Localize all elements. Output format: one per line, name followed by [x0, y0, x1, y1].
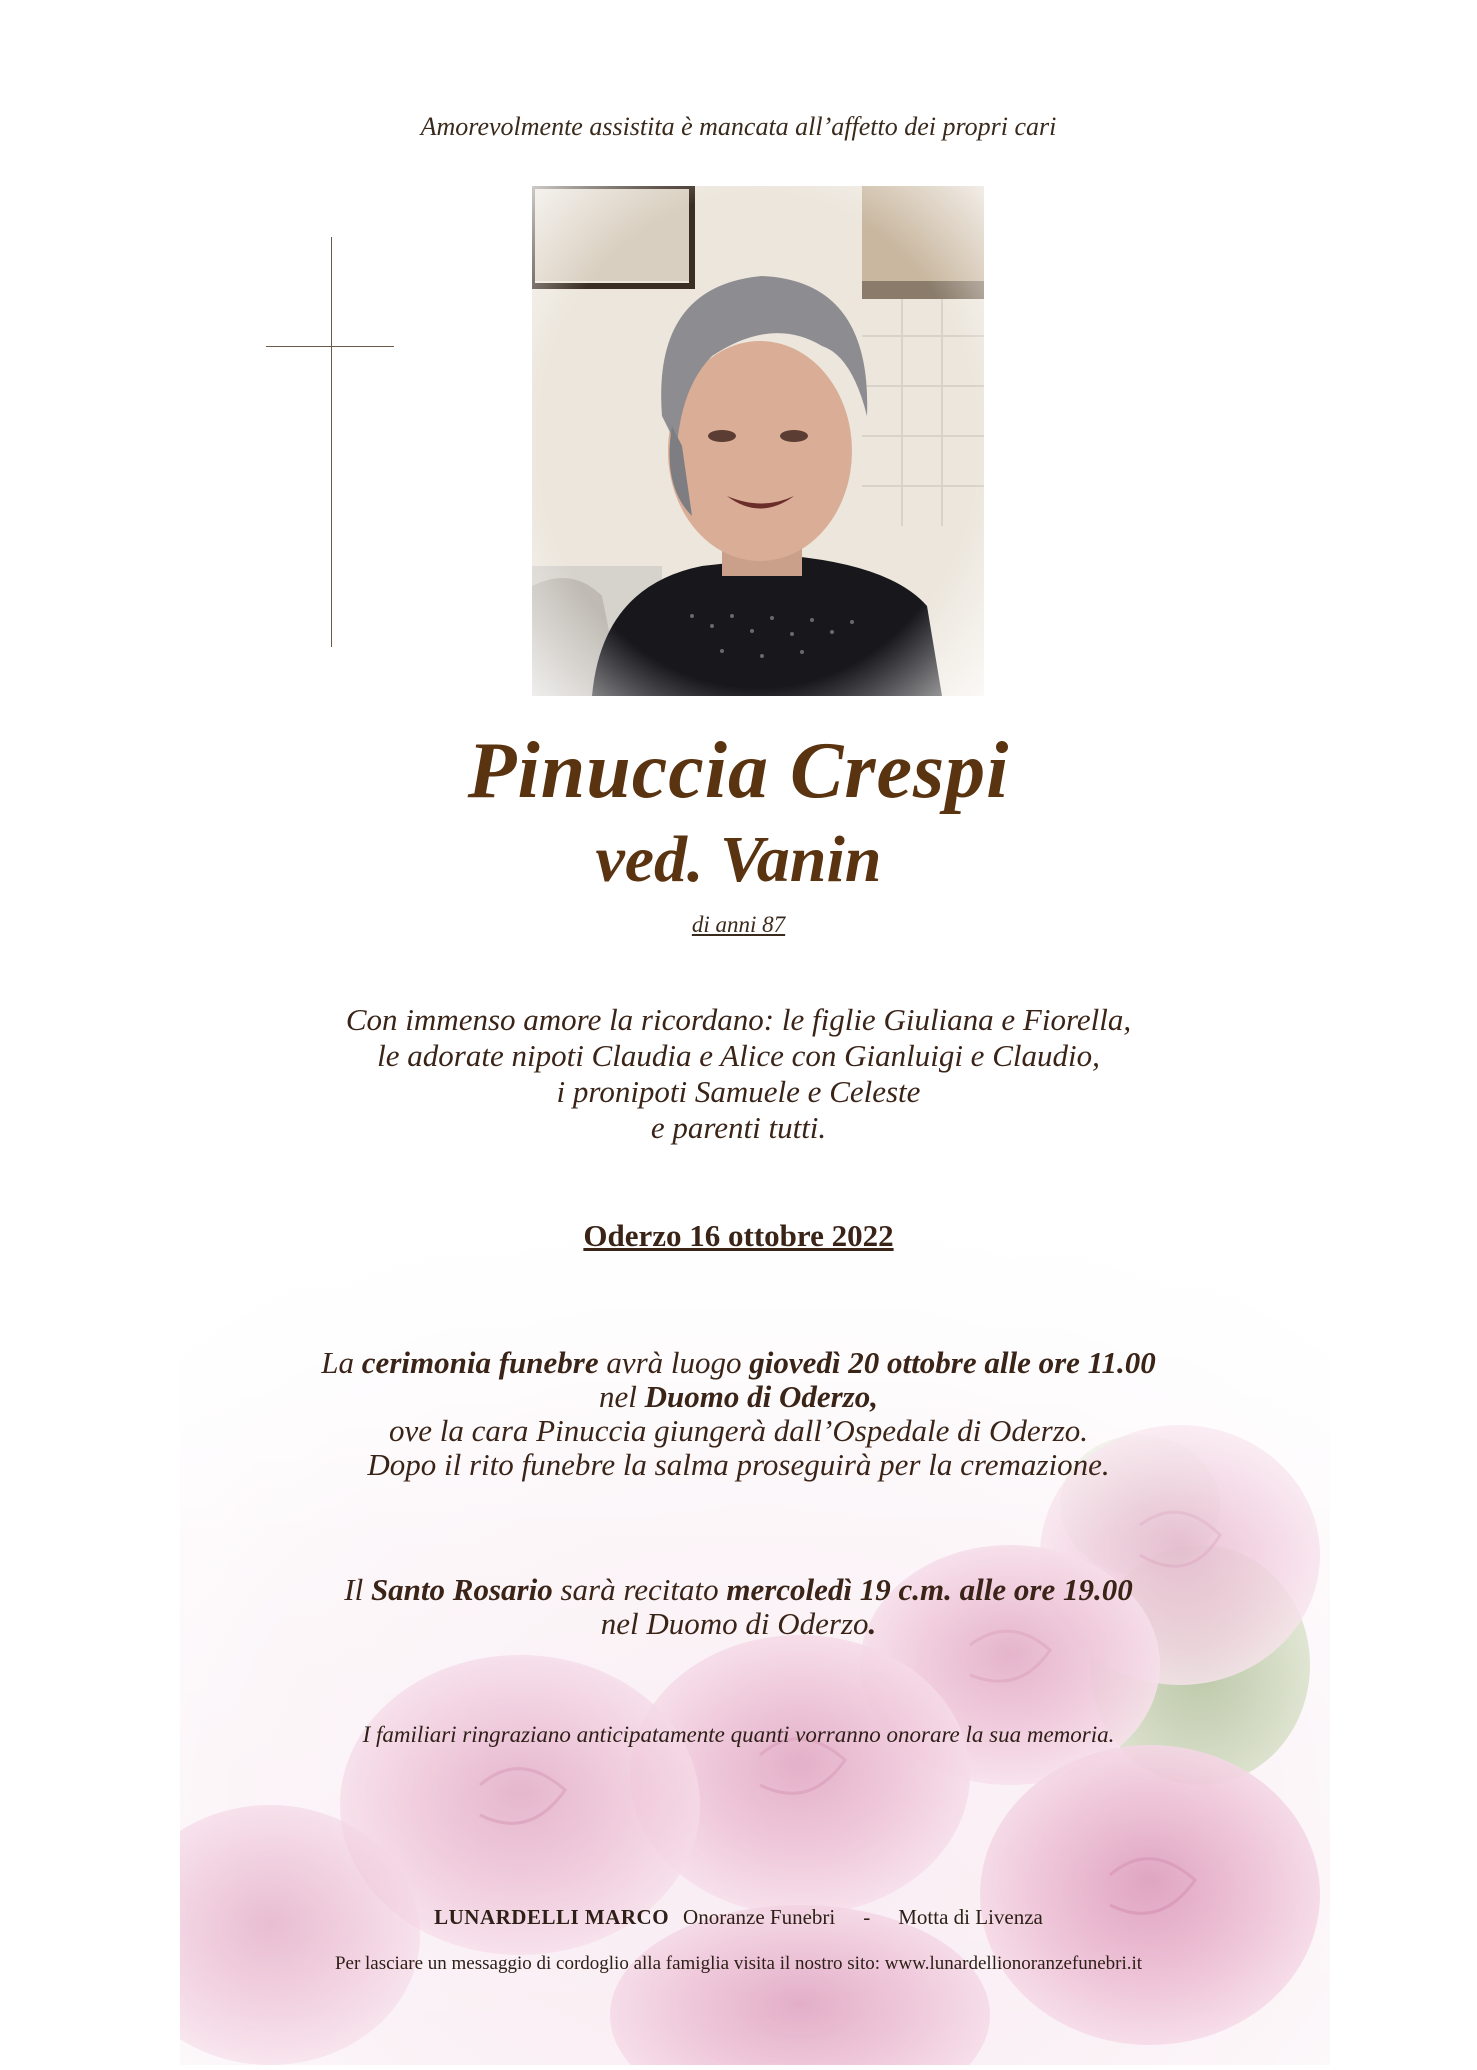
- agency-name: LUNARDELLI MARCO: [434, 1905, 670, 1929]
- ceremony-paragraph: [0, 1346, 1477, 1482]
- married-name: ved. Vanin: [595, 823, 882, 896]
- cross-icon-vertical: [331, 237, 332, 647]
- ceremony-line: nel Duomo di Oderzo,: [598, 1379, 878, 1414]
- intro-text: Amorevolmente assistita è mancata all’affetto dei propri cari: [420, 112, 1057, 141]
- portrait-photo: [532, 186, 984, 696]
- rosary-line: Il Santo Rosario sarà recitato mercoledì 19 c.m. alle ore 19.00: [344, 1572, 1133, 1607]
- cross-icon-horizontal: [266, 346, 394, 347]
- footer-separator: -: [863, 1905, 871, 1929]
- ceremony-line: La cerimonia funebre avrà luogo giovedì 20 ottobre alle ore 11.00: [321, 1345, 1156, 1380]
- condolence-site-message: Per lasciare un messaggio di cordoglio alla famiglia visita il nostro sito: www.lunardellionoranzefunebri.it: [334, 1953, 1143, 1974]
- thanks-text: I familiari ringraziano anticipatamente quanti vorranno onorare la sua memoria.: [362, 1722, 1115, 1747]
- ceremony-line: Dopo il rito funebre la salma proseguirà per la cremazione.: [367, 1447, 1110, 1482]
- rosary-line: nel Duomo di Oderzo.: [600, 1606, 877, 1641]
- agency-town: Motta di Livenza: [898, 1905, 1043, 1929]
- deceased-name: Pinuccia Crespi: [467, 727, 1010, 815]
- ceremony-line: ove la cara Pinuccia giungerà dall’Ospedale di Oderzo.: [388, 1413, 1089, 1448]
- mourners-line: le adorate nipoti Claudia e Alice con Gianluigi e Claudio,: [377, 1038, 1100, 1073]
- rosary-paragraph: [0, 1573, 1477, 1641]
- mourners-line: e parenti tutti.: [650, 1110, 827, 1145]
- agency-footer: [0, 1905, 1477, 1930]
- mourners-line: i pronipoti Samuele e Celeste: [556, 1074, 921, 1109]
- place-date: Oderzo 16 ottobre 2022: [583, 1218, 894, 1253]
- mourners-line: Con immenso amore la ricordano: le figlie Giuliana e Fiorella,: [345, 1002, 1132, 1037]
- age-text: di anni 87: [691, 912, 786, 937]
- agency-service: Onoranze Funebri: [683, 1905, 836, 1929]
- mourners-paragraph: [0, 1002, 1477, 1146]
